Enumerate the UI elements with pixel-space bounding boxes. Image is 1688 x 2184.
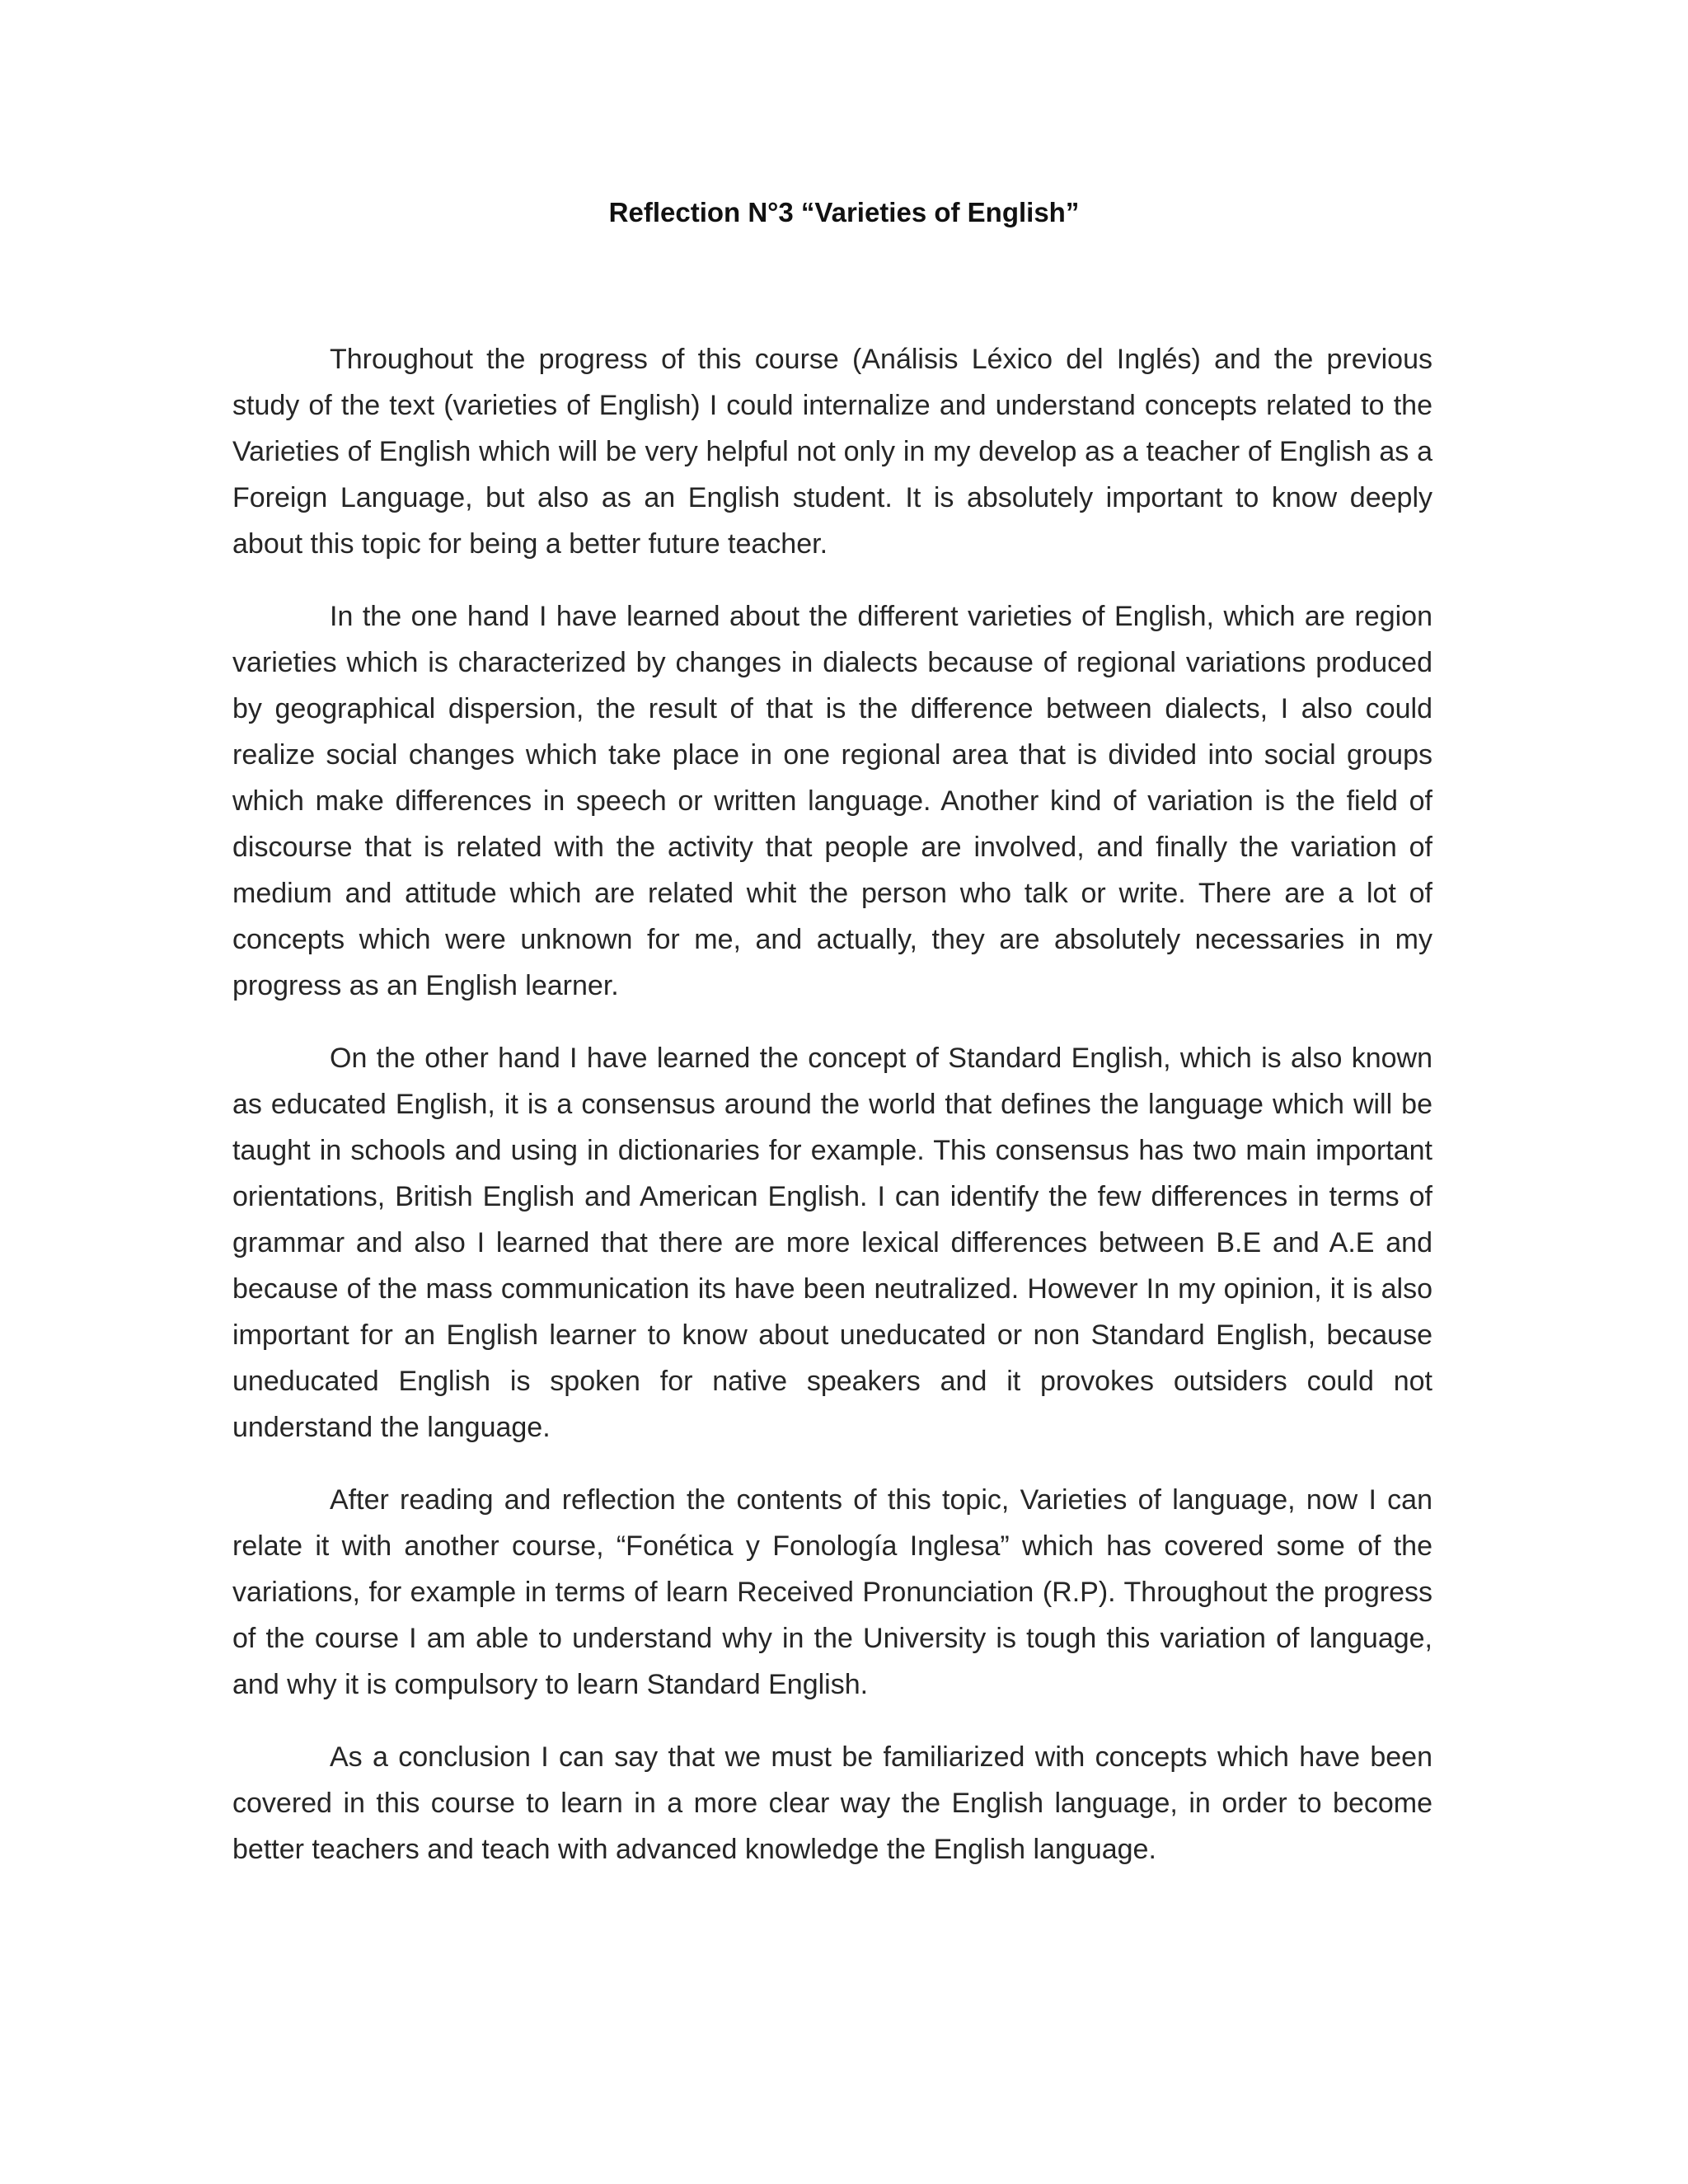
paragraph-1: Throughout the progress of this course (Análisis Léxico del Inglés) and the previous study of the text (varieties of English) I could internalize and understand concepts related to the Varieties of English which will be very helpful not only in my develop as a teacher of English as a Foreign Language, but also as an English student. It is absolutely important to know deeply about this topic for being a better future teacher. [232,344,1432,560]
paragraph-3: On the other hand I have learned the concept of Standard English, which is also known as educated English, it is a consensus around the world that defines the language which will be taught in schools and using in dictionaries for example. This consensus has two main important orientations, British English and American English. I can identify the few differences in terms of grammar and also I learned that there are more lexical differences between B.E and A.E and because of the mass communication its have been neutralized. However In my opinion, it is also important for an English learner to know about uneducated or non Standard English, because uneducated English is spoken for native speakers and it provokes outsiders could not understand the language. [232,1043,1432,1443]
paragraph-4: After reading and reflection the contents of this topic, Varieties of language, now I can relate it with another course, “Fonética y Fonología Inglesa” which has covered some of the variations, for example in terms of learn Received Pronunciation (R.P). Throughout the progress of the course I am able to understand why in the University is tough this variation of language, and why it is compulsory to learn Standard English. [232,1484,1432,1700]
paragraph-5: As a conclusion I can say that we must be familiarized with concepts which have been covered in this course to learn in a more clear way the English language, in order to become better teachers and teach with advanced knowledge the English language. [232,1741,1432,1865]
paragraph-2: In the one hand I have learned about the different varieties of English, which are region varieties which is characterized by changes in dialects because of regional variations produced by geographical dispersion, the result of that is the difference between dialects, I also could realize social changes which take place in one regional area that is divided into social groups which make differences in speech or written language. Another kind of variation is the field of discourse that is related with the activity that people are involved, and finally the variation of medium and attitude which are related whit the person who talk or write. There are a lot of concepts which were unknown for me, and actually, they are absolutely necessaries in my progress as an English learner. [232,601,1432,1001]
document-body [232,336,1432,1899]
document-title: Reflection N°3 “Varieties of English” [608,197,1080,227]
